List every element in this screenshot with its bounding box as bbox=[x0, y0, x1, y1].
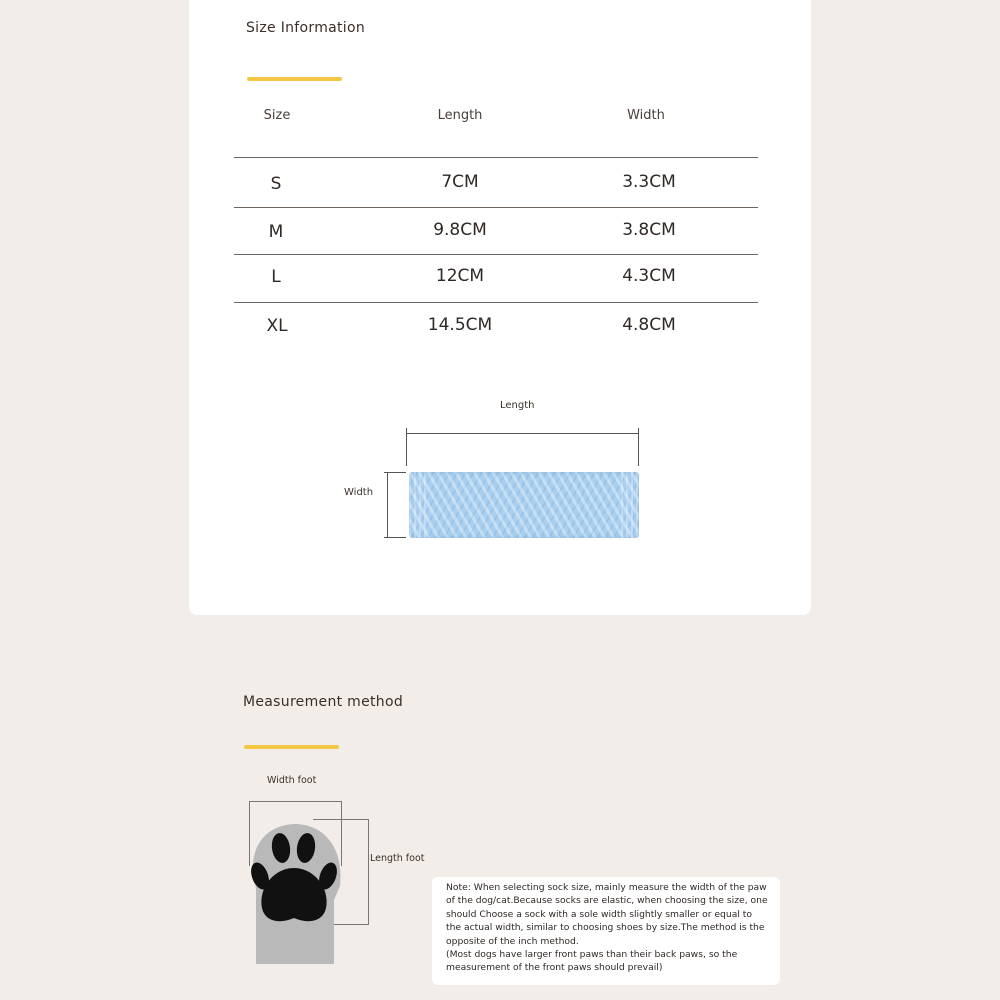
header-length: Length bbox=[437, 108, 483, 123]
sock-rib-right bbox=[621, 472, 639, 538]
width-dimension-tick bbox=[384, 537, 406, 538]
length-dimension-line bbox=[406, 433, 639, 434]
measurement-note bbox=[432, 877, 780, 985]
table-cell-width: 4.8CM bbox=[622, 315, 676, 335]
header-width: Width bbox=[627, 108, 665, 123]
table-cell-width: 3.3CM bbox=[622, 172, 676, 192]
table-cell-width: 4.3CM bbox=[622, 266, 676, 286]
measurement-title: Measurement method bbox=[243, 694, 404, 710]
table-cell-length: 14.5CM bbox=[427, 315, 493, 335]
measurement-accent-bar bbox=[244, 745, 339, 749]
width-dimension-tick bbox=[384, 472, 406, 473]
length-dimension-tick bbox=[638, 428, 639, 466]
length-foot-line bbox=[368, 819, 369, 925]
sock-rib-left bbox=[409, 472, 427, 538]
length-dimension-tick bbox=[406, 428, 407, 466]
diagram-width-label: Width bbox=[344, 487, 374, 498]
table-cell-length: 12CM bbox=[435, 266, 485, 286]
table-cell-length: 9.8CM bbox=[433, 220, 487, 240]
length-foot-label: Length foot bbox=[370, 853, 425, 864]
size-info-title: Size Information bbox=[246, 20, 366, 36]
paw-icon bbox=[246, 818, 346, 968]
width-dimension-line bbox=[387, 472, 388, 538]
table-divider bbox=[234, 302, 758, 303]
note-extra-text: (Most dogs have larger front paws than their back paws, so the measurement of the front paws should prevail) bbox=[446, 949, 738, 974]
table-cell-size: S bbox=[270, 174, 282, 194]
paw-diagram bbox=[246, 818, 346, 968]
table-divider bbox=[234, 254, 758, 255]
table-divider bbox=[234, 207, 758, 208]
sock-band-image bbox=[409, 472, 639, 538]
size-info-accent-bar bbox=[247, 77, 342, 81]
table-divider bbox=[234, 157, 758, 158]
width-foot-label: Width foot bbox=[267, 775, 317, 786]
table-cell-width: 3.8CM bbox=[622, 220, 676, 240]
table-cell-size: XL bbox=[266, 316, 288, 336]
table-cell-size: M bbox=[268, 222, 284, 242]
width-foot-line bbox=[249, 801, 342, 802]
diagram-length-label: Length bbox=[500, 400, 535, 411]
note-main-text: Note: When selecting sock size, mainly measure the width of the paw of the dog/cat.Because socks are elastic, when choosing the size, one should Choose a sock with a sole width slightly smaller or equal to the actual width, similar to choosing shoes by size.The method is the opposite of the inch method. bbox=[446, 882, 768, 947]
header-size: Size bbox=[263, 108, 291, 123]
table-cell-size: L bbox=[271, 267, 281, 287]
table-cell-length: 7CM bbox=[441, 172, 479, 192]
